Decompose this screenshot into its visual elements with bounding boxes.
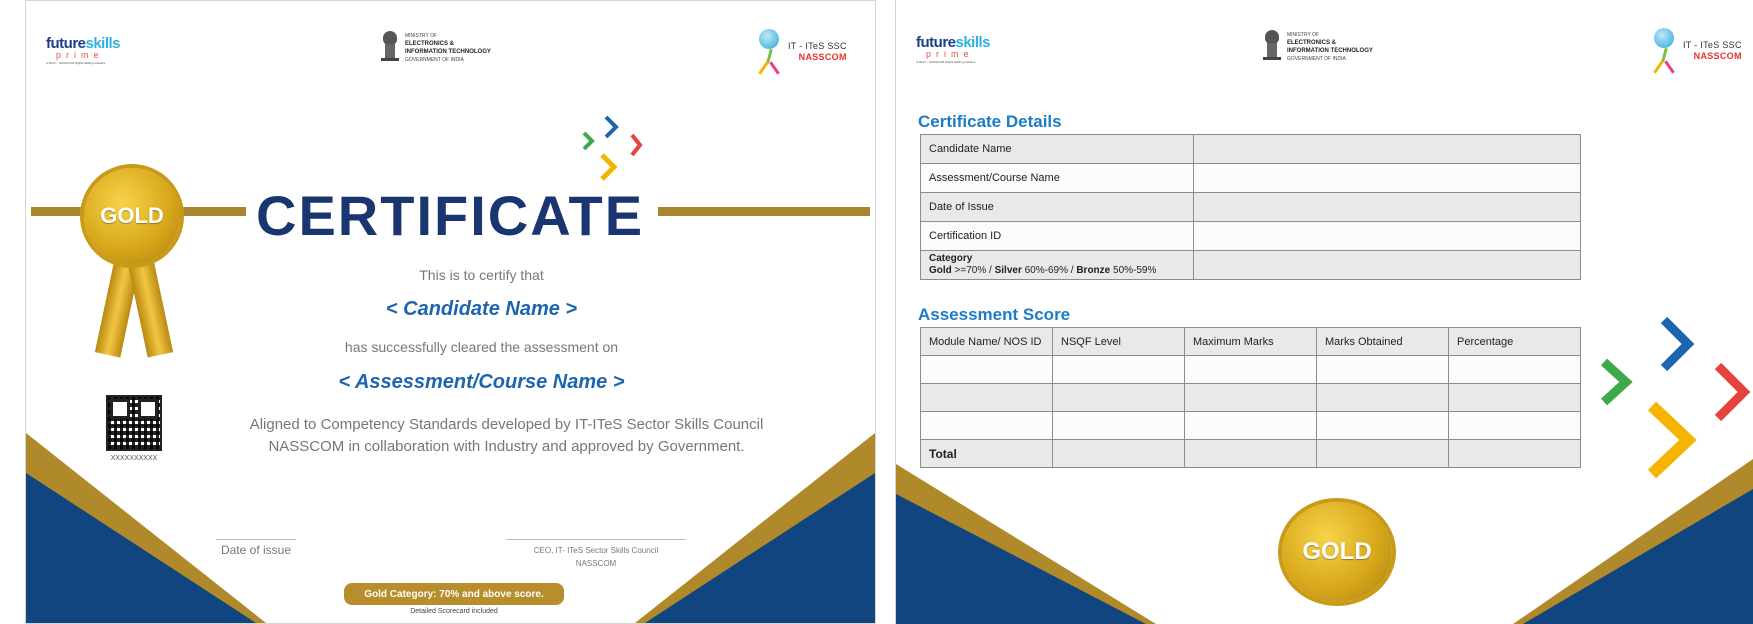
futureskills-logo: futureskills prime A MeitY - NASSCOM Digital Skilling Initiative (916, 34, 991, 64)
ceo-signature-line (506, 539, 686, 540)
table-row: Date of Issue (921, 193, 1581, 222)
candidate-name-placeholder: < Candidate Name > (385, 298, 578, 320)
cleared-text: has successfully cleared the assessment on (344, 339, 619, 355)
date-of-issue-label: Date of issue (220, 543, 292, 557)
qr-code-id: XXXXXXXXXX (110, 455, 158, 462)
date-of-issue-value (1194, 193, 1581, 222)
assessment-score-table (920, 327, 1581, 468)
table-row (921, 356, 1581, 384)
certify-text: This is to certify that (419, 267, 544, 283)
table-total-row: Total (921, 440, 1581, 468)
aligned-text-line1: Aligned to Competency Standards developed by IT-ITeS Sector Skills Council (249, 416, 764, 433)
table-row: Certification ID (921, 222, 1581, 251)
table-row (921, 251, 1581, 280)
certificate-details-title: Certificate Details (918, 112, 1062, 131)
table-row: Assessment/Course Name (921, 164, 1581, 193)
table-row (921, 412, 1581, 440)
table-row: Candidate Name (921, 135, 1581, 164)
corner-decoration-right (615, 433, 875, 623)
date-signature-line (216, 539, 296, 540)
table-row (921, 384, 1581, 412)
ssc-figure-icon (756, 29, 782, 77)
assessment-score-title: Assessment Score (918, 305, 1071, 324)
meity-logo: MINISTRY OF ELECTRONICS & INFORMATION TECHNOLOGY GOVERNMENT OF INDIA (1263, 30, 1373, 64)
category-value (1194, 251, 1581, 280)
course-name-value (1194, 164, 1581, 193)
certification-id-value (1194, 222, 1581, 251)
candidate-name-value (1194, 135, 1581, 164)
national-emblem-icon (1263, 30, 1281, 64)
scorecard-note: Detailed Scorecard included (410, 608, 498, 615)
ites-ssc-logo: IT - ITeS SSC NASSCOM (1651, 28, 1742, 76)
corner-decoration-left (26, 433, 286, 623)
national-emblem-icon (381, 31, 399, 65)
certificate-details-table (920, 134, 1581, 280)
certificate-page (25, 0, 876, 624)
gold-seal: GOLD (1282, 502, 1392, 602)
certificate-title: CERTIFICATE (256, 184, 645, 247)
ceo-label: CEO, IT- ITeS Sector Skills Council NASSCOM (533, 546, 659, 568)
table-header-row: Module Name/ NOS ID NSQF Level Maximum Marks Marks Obtained Percentage (921, 328, 1581, 356)
ssc-figure-icon (1651, 28, 1677, 76)
meity-logo: MINISTRY OF ELECTRONICS & INFORMATION TECHNOLOGY GOVERNMENT OF INDIA (381, 31, 491, 65)
gold-category-badge: Gold Category: 70% and above score. (344, 583, 564, 605)
futureskills-logo: futureskills prime A MeitY - NASSCOM Digital Skilling Initiative (46, 35, 121, 65)
scorecard-page (895, 0, 1753, 624)
gold-seal: GOLD (84, 168, 180, 264)
corner-decoration-left (896, 464, 1166, 624)
ites-ssc-logo: IT - ITeS SSC NASSCOM (756, 29, 847, 77)
course-name-placeholder: < Assessment/Course Name > (338, 371, 625, 393)
aligned-text-line2: NASSCOM in collaboration with Industry and approved by Government. (268, 438, 745, 455)
category-label: Category Gold >=70% / Silver 60%-69% / Bronze 50%-59% (921, 251, 1194, 280)
chevron-arrows-icon (576, 111, 656, 191)
corner-decoration-right (1493, 459, 1753, 624)
